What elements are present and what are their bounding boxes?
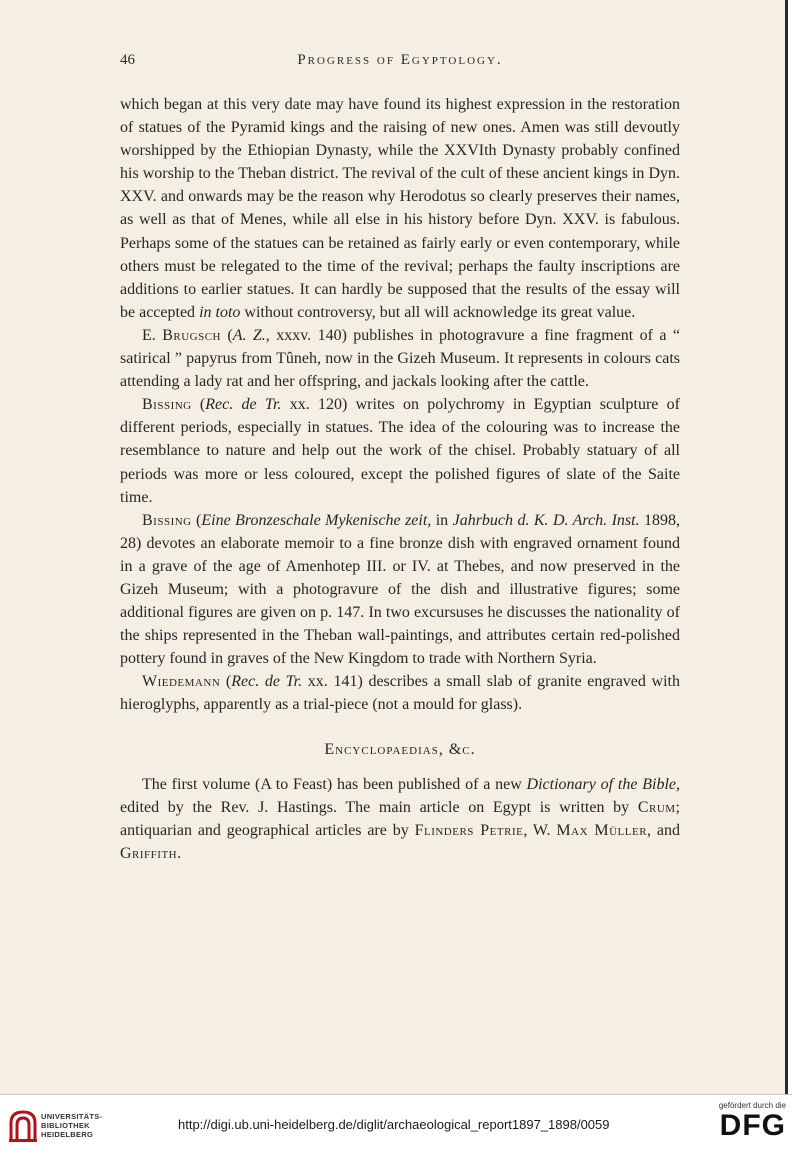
italic-text: Rec. de Tr. (205, 396, 282, 414)
author-name: Wiedemann (142, 673, 221, 691)
running-title: Progress of Egyptology. (297, 52, 503, 68)
author-name: Bissing (142, 511, 192, 529)
digitization-footer (0, 1094, 792, 1156)
author-name: Crum (637, 798, 676, 816)
funder-note: gefördert durch die (718, 1101, 786, 1110)
library-name-line: BIBLIOTHEK (41, 1121, 90, 1130)
author-name: Griffith (120, 844, 178, 862)
library-emblem-icon (8, 1109, 38, 1143)
author-name: Flinders Petrie (414, 821, 524, 839)
body-paragraph: which began at this very date may have found its highest expression in the restoration of statues of the Pyramid kings and the raising of new ones. Amen was still devoutly worshipped by the Ethiopian Dynasty, while the XXVIth Dynasty probably confined his worship to the Theban district. The revival of the cult of these ancient kings in Dyn. XXV. and onwards may be the reason why Herodotus so clearly preserves their names, as well as that of Menes, while all else in his history before Dyn. XXV. is fabulous. Perhaps some of the statues can be retained as fairly early or even contemporary, while others must be relegated to the time of the revival; perhaps the faulty inscriptions are additions to earlier statues. It can hardly be supposed that the results of the essay will be accepted in toto without controversy, but all will acknowledge its great value. (120, 96, 680, 321)
author-name: Bissing (142, 396, 192, 414)
library-name (41, 1112, 102, 1139)
author-name: Brugsch (162, 326, 221, 344)
page-number: 46 (120, 52, 135, 68)
body-paragraph: E. Brugsch (A. Z., xxxv. 140) publishes in photogravure a fine fragment of a “ satirical ” papyrus from Tûneh, now in the Gizeh Museum. It represents in colours cats attending a lady rat and her offspring, and jackals looking after the cattle. (120, 326, 680, 391)
body-paragraph: Bissing (Rec. de Tr. xx. 120) writes on polychromy in Egyptian sculpture of different periods, especially in statues. The idea of the colouring was to increase the resemblance to nature and help out the work of the chisel. Probably statuary of all periods was more or less coloured, except the polished figures of slate of the Saite time. (120, 396, 680, 506)
library-name-line: HEIDELBERG (41, 1130, 94, 1139)
italic-text: Jahrbuch d. K. D. Arch. Inst. (452, 511, 640, 529)
section-heading: Encyclopaedias, &c. (324, 740, 476, 758)
paragraph-list (120, 93, 680, 717)
closing-paragraph-container (120, 773, 680, 865)
italic-text: Eine Bronzeschale Mykenische zeit, (201, 511, 432, 529)
page-body (120, 93, 680, 865)
italic-text: Dictionary of the Bible, (526, 775, 681, 793)
body-paragraph: The first volume (A to Feast) has been published of a new Dictionary of the Bible, edited by the Rev. J. Hastings. The main article on Egypt is written by Crum; antiquarian and geographical articles are by Flinders Petrie, W. Max Müller, and Griffith. (120, 775, 681, 862)
body-paragraph: Bissing (Eine Bronzeschale Mykenische zeit, in Jahrbuch d. K. D. Arch. Inst. 1898, 28) devotes an elaborate memoir to a fine bronze dish with engraved ornament found in a grave of the age of Amenhotep III. or IV. at Thebes, and now preserved in the Gizeh Museum; with a photogravure of the dish and illustrative figures; some additional figures are given on p. 147. In two excursuses he discusses the nationality of the ships represented in the Theban wall-paintings, and attributes certain red-polished pottery found in graves of the New Kingdom to trade with Northern Syria. (120, 511, 680, 668)
italic-text: Rec. de Tr. (231, 673, 303, 691)
author-name: Max Müller (556, 821, 648, 839)
dfg-funder-block[interactable] (700, 1101, 786, 1151)
italic-text: A. Z., (232, 326, 270, 344)
source-url-link[interactable]: http://digi.ub.uni-heidelberg.de/diglit/archaeological_report1897_1898/0059 (178, 1117, 610, 1132)
italic-text: in toto (199, 303, 241, 321)
running-head (120, 52, 680, 76)
body-paragraph: Wiedemann (Rec. de Tr. xx. 141) describes a small slab of granite engraved with hieroglyphs, apparently as a trial-piece (not a mould for glass). (120, 673, 681, 714)
dfg-logo: DFG (719, 1109, 786, 1142)
heidelberg-library-logo[interactable] (8, 1109, 118, 1143)
library-name-line: UNIVERSITÄTS- (41, 1112, 103, 1121)
